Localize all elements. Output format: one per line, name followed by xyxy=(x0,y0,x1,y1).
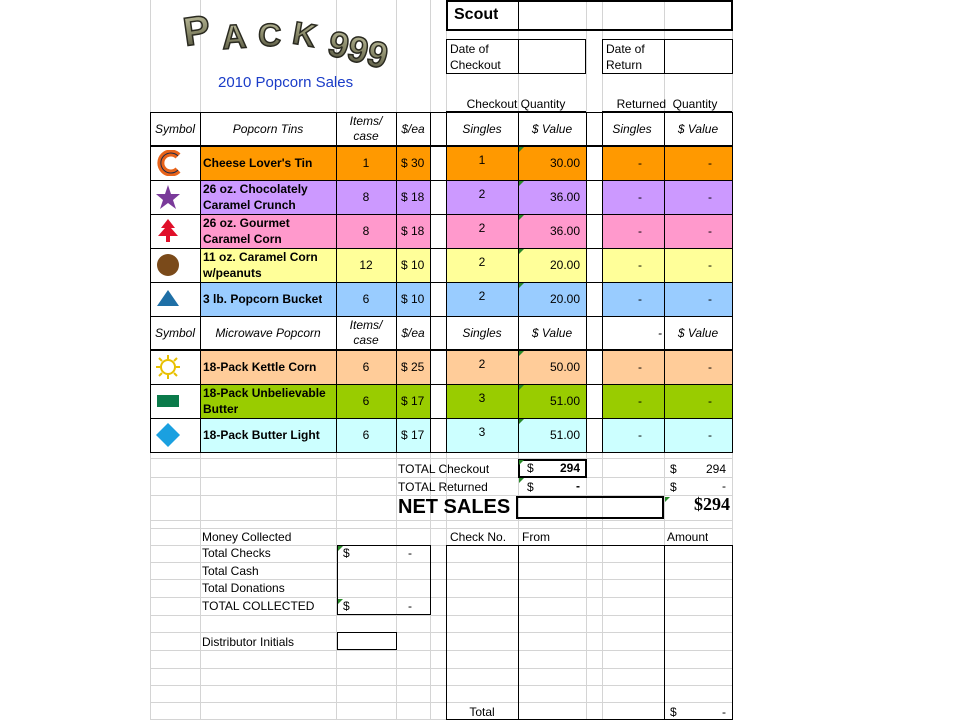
row-divider xyxy=(586,248,587,282)
right-checkout-value: 294 xyxy=(705,462,726,476)
micro-singles-input[interactable]: 3 xyxy=(478,391,486,405)
money-row-label: Total Donations xyxy=(202,581,285,595)
tins_header-items-header-1: Items/ xyxy=(349,114,383,128)
net-sales-box xyxy=(516,496,664,519)
tins-singles-input[interactable]: 2 xyxy=(478,221,486,235)
tins-returned-value: - xyxy=(708,190,712,204)
note-marker xyxy=(519,215,524,220)
row-divider xyxy=(200,350,201,384)
total-checkout-label: TOTAL Checkout xyxy=(398,462,490,476)
row-divider xyxy=(430,350,431,384)
tins-name-line-1: 11 oz. Caramel Corn xyxy=(203,250,318,264)
tins-singles-input[interactable]: 1 xyxy=(478,153,486,167)
row-divider xyxy=(200,282,201,316)
total-checkout-currency: $ xyxy=(527,461,534,475)
micro_header-symbol-header: Symbol xyxy=(154,326,195,340)
date-checkout-label-1: Date of xyxy=(450,42,489,56)
total-returned-value: - xyxy=(576,479,580,493)
money-row-currency: $ xyxy=(343,598,350,613)
check-from-header: From xyxy=(522,530,550,544)
tins_header-returned-value-header: $ Value xyxy=(677,122,719,136)
logo-number: 999 xyxy=(324,22,393,77)
date-return-input[interactable] xyxy=(665,40,731,73)
row-divider xyxy=(586,146,587,180)
micro-items-per-case: 6 xyxy=(362,394,370,408)
money-row-value[interactable]: - xyxy=(408,546,412,560)
micro_header-name-header: Microwave Popcorn xyxy=(215,326,321,340)
row-divider xyxy=(430,282,431,316)
row-divider xyxy=(200,146,201,180)
micro-dollar-value: 51.00 xyxy=(549,428,580,442)
tins-price: $ 10 xyxy=(401,292,425,306)
micro-items-per-case: 6 xyxy=(362,428,370,442)
row-divider xyxy=(586,282,587,316)
check-total-currency: $ xyxy=(670,705,677,719)
total-returned-label: TOTAL Returned xyxy=(398,480,488,494)
logo-letter-k: K xyxy=(289,14,319,55)
money-row-label: Total Cash xyxy=(202,563,259,578)
total-checkout-value: 294 xyxy=(559,461,580,475)
row-divider xyxy=(396,248,397,282)
row-divider xyxy=(586,180,587,214)
micro_header-returned-value-header: $ Value xyxy=(677,326,719,340)
right-returned-value: - xyxy=(722,479,726,493)
tins-singles-input[interactable]: 2 xyxy=(478,289,486,303)
check-total-value: - xyxy=(722,705,726,719)
tins-price: $ 18 xyxy=(401,190,425,204)
tins-returned-value: - xyxy=(708,292,712,306)
tins-dollar-value: 36.00 xyxy=(549,190,580,204)
note-marker xyxy=(519,249,524,254)
row-divider xyxy=(430,384,431,418)
money-row-label: TOTAL COLLECTED xyxy=(202,598,315,613)
tins-items-per-case: 8 xyxy=(362,190,370,204)
tins-name-line-2: w/peanuts xyxy=(203,266,262,280)
row-divider xyxy=(396,146,397,180)
tins-items-per-case: 6 xyxy=(362,292,370,306)
header-divider xyxy=(586,112,587,146)
note-marker xyxy=(519,385,524,390)
circle-icon xyxy=(155,252,185,278)
micro-returned-singles-input[interactable]: - xyxy=(638,394,642,408)
header-divider xyxy=(586,316,587,350)
pack-logo xyxy=(178,0,418,78)
money-row-currency: $ xyxy=(343,546,350,560)
money-input-box xyxy=(337,545,431,615)
total-returned-currency: $ xyxy=(527,480,534,494)
tins-items-per-case: 12 xyxy=(359,258,373,272)
check-register xyxy=(446,545,733,720)
tins-name-line-2: Caramel Corn xyxy=(203,232,282,246)
micro-returned-value: - xyxy=(708,360,712,374)
tins-returned-value: - xyxy=(708,258,712,272)
logo-letter-c: C xyxy=(257,16,282,54)
micro-name-line-2: Butter xyxy=(203,402,239,416)
micro-singles-input[interactable]: 2 xyxy=(478,357,486,371)
date-checkout-input[interactable] xyxy=(519,40,585,73)
row-divider xyxy=(430,214,431,248)
right-checkout-currency: $ xyxy=(670,462,677,476)
net-sales-value: $294 xyxy=(694,494,730,514)
micro-returned-value: - xyxy=(708,394,712,408)
note-marker xyxy=(519,147,524,152)
micro_header-singles-header: Singles xyxy=(462,326,502,340)
micro-price: $ 25 xyxy=(401,360,425,374)
net-sales-label: NET SALES xyxy=(398,496,511,518)
row-divider xyxy=(430,180,431,214)
micro-price: $ 17 xyxy=(401,428,425,442)
tins-name-line-1: 26 oz. Gourmet xyxy=(203,216,290,230)
tins-returned-singles-input[interactable]: - xyxy=(638,224,642,238)
money-collected-header: Money Collected xyxy=(202,530,292,544)
micro-name-line-1: 18-Pack Unbelievable xyxy=(203,386,326,400)
row-divider xyxy=(586,384,587,418)
tins-dollar-value: 30.00 xyxy=(549,156,580,170)
micro_header-price-header: $/ea xyxy=(401,326,425,340)
header-divider xyxy=(430,316,431,350)
date-return-label-1: Date of xyxy=(606,42,645,56)
note-marker xyxy=(519,283,524,288)
tins-price: $ 18 xyxy=(401,224,425,238)
row-divider xyxy=(586,418,587,452)
row-divider xyxy=(430,418,431,452)
row-divider xyxy=(396,418,397,452)
scout-label: Scout xyxy=(454,6,499,23)
returned-quantity-header: Returned Quantity xyxy=(616,97,718,111)
note-marker xyxy=(519,419,524,424)
tree-icon xyxy=(155,218,185,244)
row-divider xyxy=(396,350,397,384)
micro_header-items-header-1: Items/ xyxy=(349,318,383,332)
logo-letter-a: A xyxy=(220,17,248,58)
bears-c-icon xyxy=(155,150,185,176)
right-returned-currency: $ xyxy=(670,480,677,494)
micro-name: 18-Pack Butter Light xyxy=(203,428,320,442)
row-divider xyxy=(430,248,431,282)
row-divider xyxy=(200,180,201,214)
tins-items-per-case: 1 xyxy=(362,156,370,170)
distributor-initials-label: Distributor Initials xyxy=(202,635,295,649)
tins-name: Cheese Lover's Tin xyxy=(203,156,313,170)
tins_header-items-header-2: case xyxy=(353,129,379,143)
tins-name-line-1: 26 oz. Chocolately xyxy=(203,182,308,196)
micro-price: $ 17 xyxy=(401,394,425,408)
tins-price: $ 30 xyxy=(401,156,425,170)
row-divider xyxy=(586,350,587,384)
row-divider xyxy=(396,282,397,316)
micro-dollar-value: 51.00 xyxy=(549,394,580,408)
note-marker xyxy=(519,181,524,186)
checkout-quantity-header: Checkout Quantity xyxy=(466,97,566,111)
micro-returned-value: - xyxy=(708,428,712,442)
diamond-icon xyxy=(155,422,185,448)
tins_header-returned-singles-header: Singles xyxy=(612,122,652,136)
tins-items-per-case: 8 xyxy=(362,224,370,238)
distributor-initials-input[interactable] xyxy=(337,632,397,650)
micro-returned-singles-input[interactable]: - xyxy=(638,428,642,442)
tins-returned-singles-input[interactable]: - xyxy=(638,258,642,272)
tins-returned-singles-input[interactable]: - xyxy=(638,292,642,306)
date-return-label-2: Return xyxy=(606,58,643,72)
tins-returned-singles-input[interactable]: - xyxy=(638,156,642,170)
tins-name-line-2: Caramel Crunch xyxy=(203,198,296,212)
tins_header-symbol-header: Symbol xyxy=(154,122,195,136)
tins_header-name-header: Popcorn Tins xyxy=(232,122,304,136)
row-divider xyxy=(200,248,201,282)
micro-singles-input[interactable]: 3 xyxy=(478,425,486,439)
row-divider xyxy=(430,146,431,180)
tins_header-price-header: $/ea xyxy=(401,122,425,136)
row-divider xyxy=(396,180,397,214)
row-divider xyxy=(586,214,587,248)
row-divider xyxy=(396,214,397,248)
micro-name: 18-Pack Kettle Corn xyxy=(203,360,317,374)
tins-dollar-value: 20.00 xyxy=(549,292,580,306)
row-divider xyxy=(200,384,201,418)
check-no-header: Check No. xyxy=(450,530,507,544)
tins_header-value-header: $ Value xyxy=(531,122,573,136)
tins-returned-singles-input[interactable]: - xyxy=(638,190,642,204)
money-row-value[interactable]: - xyxy=(408,598,412,613)
note-marker xyxy=(519,351,524,356)
tins-name: 3 lb. Popcorn Bucket xyxy=(203,292,323,306)
sun-icon xyxy=(155,354,185,380)
tins-returned-value: - xyxy=(708,156,712,170)
micro-items-per-case: 6 xyxy=(362,360,370,374)
tins-dollar-value: 20.00 xyxy=(549,258,580,272)
check-total-label: Total xyxy=(469,705,495,719)
tins-singles-input[interactable]: 2 xyxy=(478,255,486,269)
tins-price: $ 10 xyxy=(401,258,425,272)
subtitle: 2010 Popcorn Sales xyxy=(218,74,354,91)
micro-returned-singles-input[interactable]: - xyxy=(638,360,642,374)
star-icon xyxy=(155,184,185,210)
micro_header-items-header-2: case xyxy=(353,333,379,347)
micro_header-returned-singles-header: - xyxy=(658,326,662,340)
tins_header-singles-header: Singles xyxy=(462,122,502,136)
check-amount-header: Amount xyxy=(667,530,709,544)
logo-letter-p: P xyxy=(180,7,214,55)
row-divider xyxy=(396,384,397,418)
row-divider xyxy=(200,214,201,248)
micro_header-value-header: $ Value xyxy=(531,326,573,340)
row-divider xyxy=(200,418,201,452)
money-row-label: Total Checks xyxy=(202,546,271,560)
tins-returned-value: - xyxy=(708,224,712,238)
date-checkout-label-2: Checkout xyxy=(450,58,501,72)
tins-dollar-value: 36.00 xyxy=(549,224,580,238)
micro-dollar-value: 50.00 xyxy=(549,360,580,374)
triangle-icon xyxy=(155,286,185,312)
tins-singles-input[interactable]: 2 xyxy=(478,187,486,201)
rectangle-icon xyxy=(155,388,185,414)
header-divider xyxy=(430,112,431,146)
